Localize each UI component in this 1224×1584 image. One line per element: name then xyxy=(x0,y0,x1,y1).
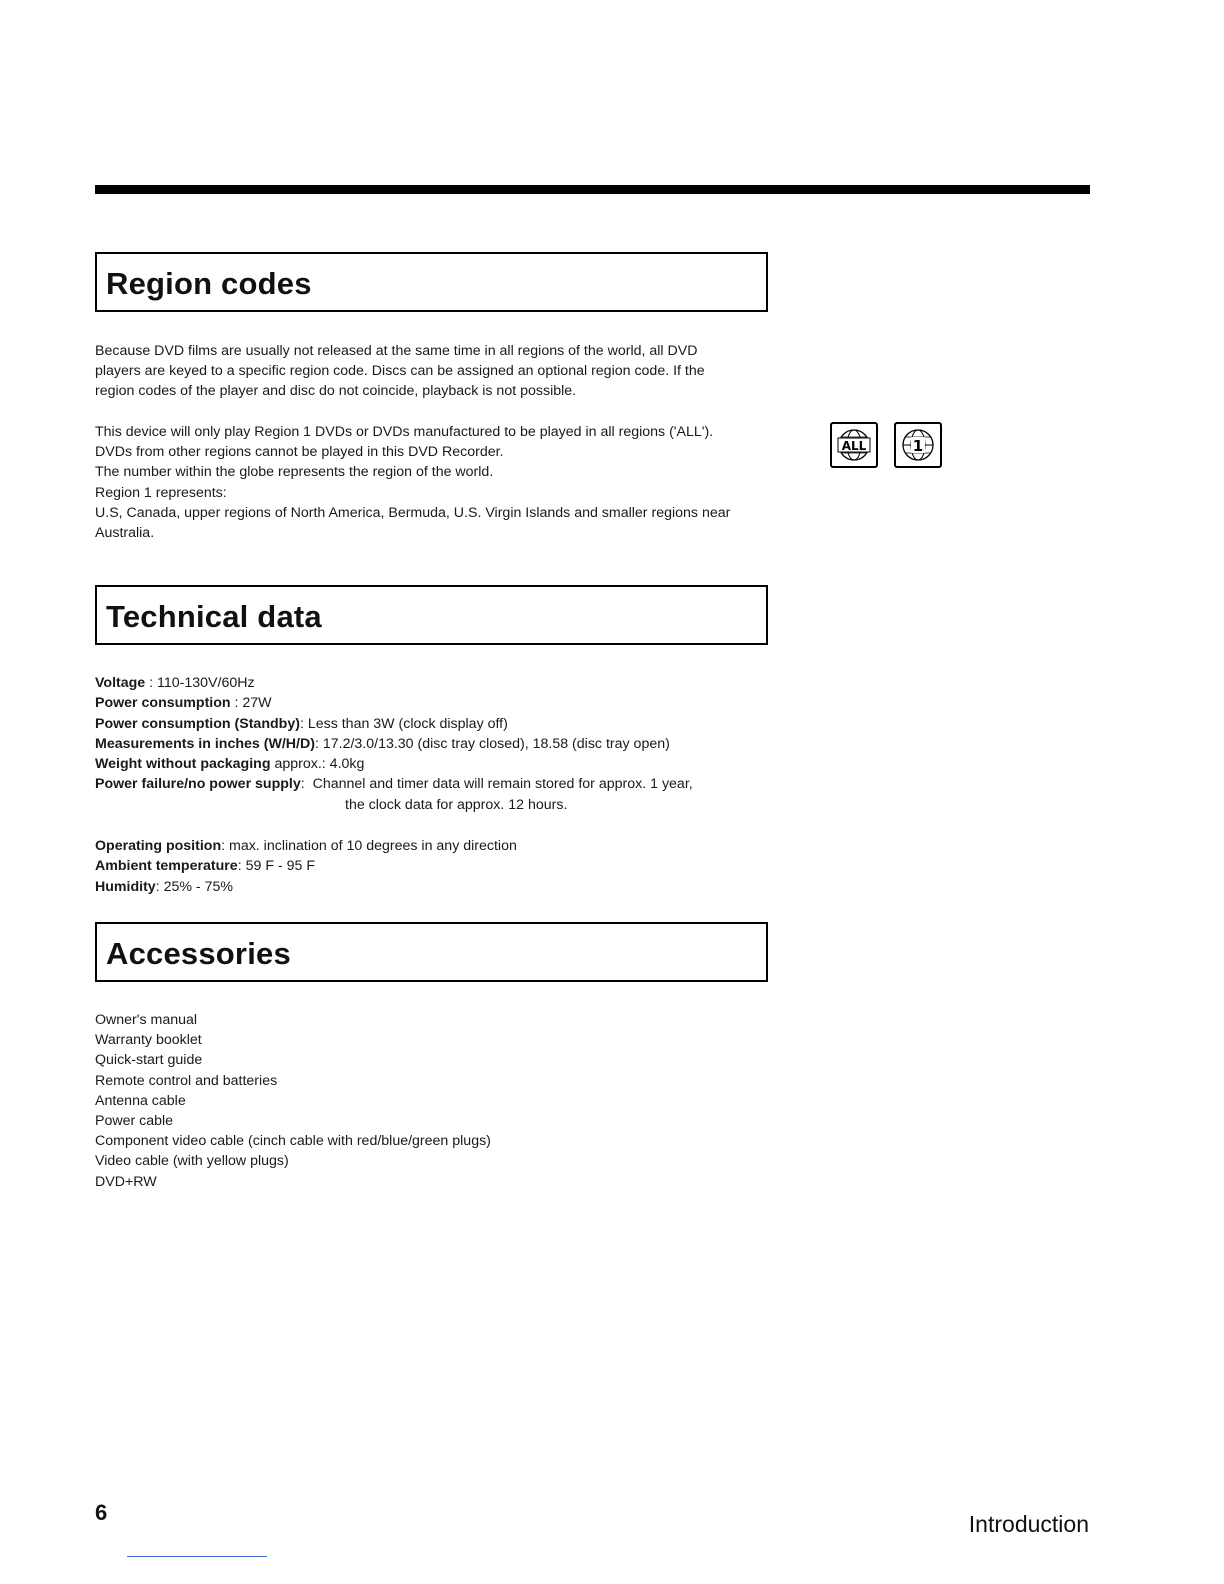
spec-row: Ambient temperature: 59 F - 95 F xyxy=(95,858,315,875)
details-line: This device will only play Region 1 DVDs or DVDs manufactured to be played in all regions ('ALL'). xyxy=(95,424,714,440)
intro-line: Because DVD films are usually not released at the same time in all regions of the world, all DVD xyxy=(95,343,698,359)
list-item: Power cable xyxy=(95,1113,174,1130)
details-line: DVDs from other regions cannot be played in this DVD Recorder. xyxy=(95,444,504,461)
list-item: Component video cable (cinch cable with red/blue/green plugs) xyxy=(95,1133,491,1150)
spec-row: Power failure/no power supply: Channel and timer data will remain stored for approx. 1 year, xyxy=(95,776,693,793)
region-codes-intro xyxy=(95,341,770,402)
region-codes-details xyxy=(95,422,770,543)
region-all-globe-icon xyxy=(830,422,878,468)
list-item: DVD+RW xyxy=(95,1173,157,1190)
accessories-list xyxy=(95,1010,491,1192)
spec-row: Humidity: 25% - 75% xyxy=(95,878,233,895)
top-rule xyxy=(95,185,1090,194)
spec-continuation: the clock data for approx. 12 hours. xyxy=(345,796,568,813)
region-icons xyxy=(830,422,945,470)
list-item: Remote control and batteries xyxy=(95,1072,278,1089)
accessories-header xyxy=(95,922,768,982)
footer-divider xyxy=(127,1556,267,1557)
technical-specs xyxy=(95,673,775,815)
list-item: Video cable (with yellow plugs) xyxy=(95,1153,289,1170)
environment-specs xyxy=(95,836,775,897)
technical-data-header xyxy=(95,585,768,645)
spec-row: Power consumption (Standby): Less than 3W (clock display off) xyxy=(95,715,508,732)
page-number: 6 xyxy=(95,1500,108,1525)
spec-row: Weight without packaging approx.: 4.0kg xyxy=(95,756,365,773)
technical-data-title: Technical data xyxy=(106,599,322,634)
region-all-label: ALL xyxy=(841,439,867,453)
spec-row: Voltage : 110-130V/60Hz xyxy=(95,675,255,691)
details-line: Region 1 represents: xyxy=(95,484,227,501)
details-line: The number within the globe represents the region of the world. xyxy=(95,464,494,481)
region-codes-title: Region codes xyxy=(106,266,312,301)
intro-line: region codes of the player and disc do not coincide, playback is not possible. xyxy=(95,383,577,400)
list-item: Quick-start guide xyxy=(95,1052,203,1069)
spec-row: Power consumption : 27W xyxy=(95,695,272,712)
spec-row: Measurements in inches (W/H/D): 17.2/3.0/13.30 (disc tray closed), 18.58 (disc tray open) xyxy=(95,735,670,752)
details-line: U.S, Canada, upper regions of North America, Bermuda, U.S. Virgin Islands and smaller regions near xyxy=(95,504,731,521)
list-item: Owner's manual xyxy=(95,1012,198,1028)
list-item: Warranty booklet xyxy=(95,1032,202,1049)
region-1-globe-icon xyxy=(894,422,942,468)
details-line: Australia. xyxy=(95,525,155,542)
region-codes-header xyxy=(95,252,768,312)
footer-section-name: Introduction xyxy=(968,1511,1089,1537)
list-item: Antenna cable xyxy=(95,1092,186,1109)
region-1-label: 1 xyxy=(912,437,924,455)
intro-line: players are keyed to a specific region code. Discs can be assigned an optional region code. If the xyxy=(95,363,705,380)
accessories-title: Accessories xyxy=(106,936,291,971)
spec-row: Operating position: max. inclination of 10 degrees in any direction xyxy=(95,838,517,854)
